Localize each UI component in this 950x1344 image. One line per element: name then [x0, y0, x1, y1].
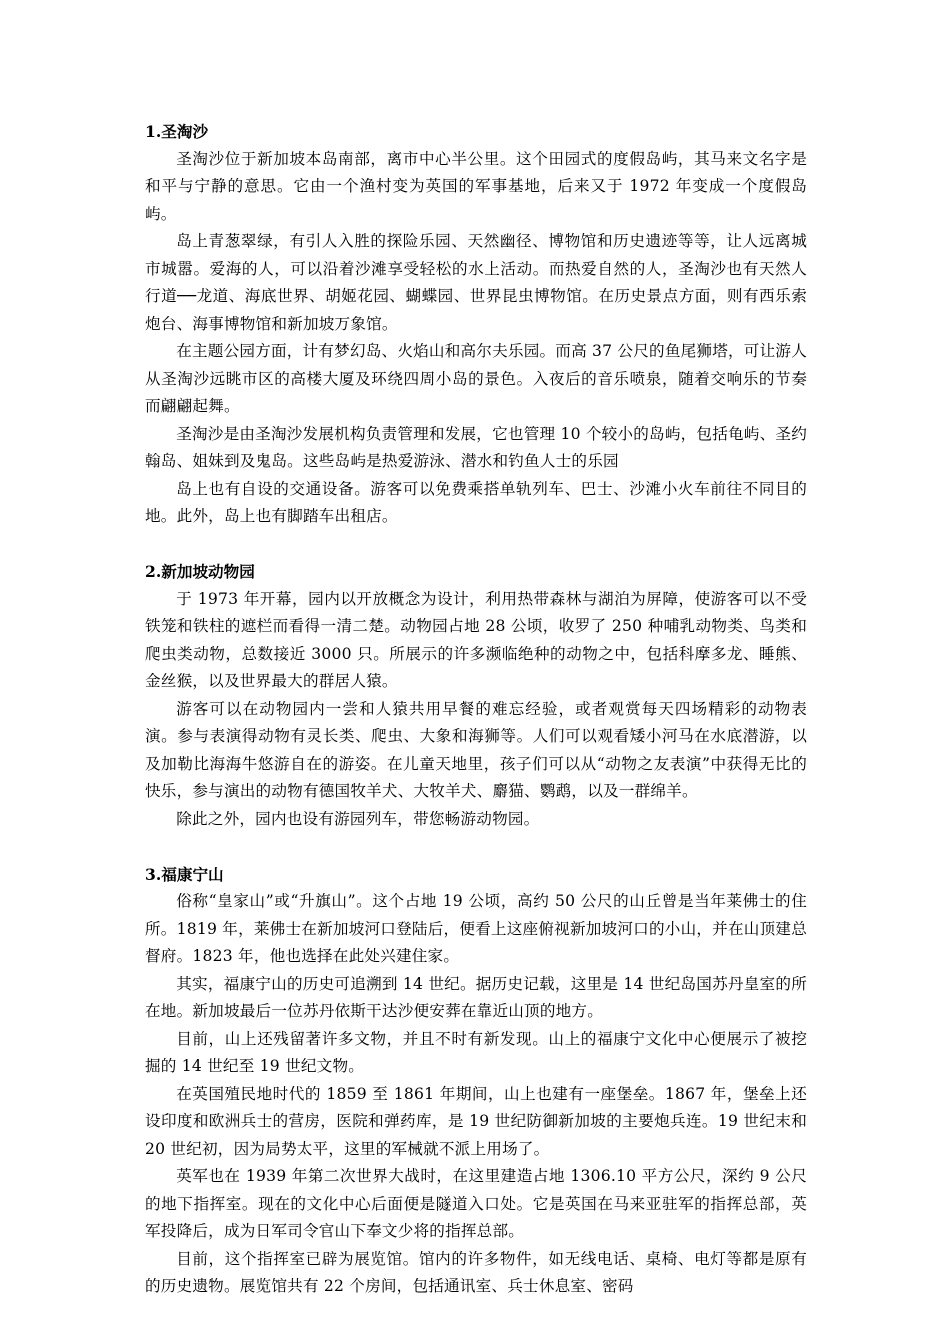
- section-fort-canning: [145, 861, 807, 1301]
- paragraph: 圣淘沙是由圣淘沙发展机构负责管理和发展，它也管理 10 个较小的岛屿，包括龟屿、圣约翰岛、姐妹到及鬼岛。这些岛屿是热爱游泳、潜水和钓鱼人士的乐园: [145, 424, 807, 470]
- section-heading: 3.福康宁山: [145, 864, 224, 884]
- paragraph: 除此之外，园内也设有游园列车，带您畅游动物园。: [176, 809, 540, 828]
- paragraph: 俗称“皇家山”或“升旗山”。这个占地 19 公顷，高约 50 公尺的山丘曾是当年莱佛士的住所。1819 年，莱佛士在新加坡河口登陆后，便看上这座俯视新加坡河口的小山，并在山顶建总督府。1823 年，他也选择在此处兴建住家。: [145, 892, 807, 965]
- paragraph: 在主题公园方面，计有梦幻岛、火焰山和高尔夫乐园。而高 37 公尺的鱼尾狮塔，可让游人从圣淘沙远眺市区的高楼大厦及环绕四周小岛的景色。入夜后的音乐喷泉，随着交响乐的节奏而翩翩起舞。: [145, 342, 807, 415]
- paragraph: 在英国殖民地时代的 1859 至 1861 年期间，山上也建有一座堡垒。1867 年，堡垒上还设印度和欧洲兵士的营房，医院和弹药库，是 19 世纪防御新加坡的主要炮兵连。19 世纪末和 20 世纪初，因为局势太平，这里的军械就不派上用场了。: [145, 1084, 807, 1158]
- paragraph: 游客可以在动物园内一尝和人猿共用早餐的难忘经验，或者观赏每天四场精彩的动物表演。参与表演得动物有灵长类、爬虫、大象和海狮等。人们可以观看矮小河马在水底潜游，以及加勒比海海牛悠游自在的游姿。在儿童天地里，孩子们可以从“动物之友表演”中获得无比的快乐，参与演出的动物有德国牧羊犬、大牧羊犬、麝猫、鹦鹉，以及一群绵羊。: [145, 699, 807, 800]
- paragraph: 目前，山上还残留著许多文物，并且不时有新发现。山上的福康宁文化中心便展示了被挖掘的 14 世纪至 19 世纪文物。: [145, 1029, 807, 1075]
- document-page: [145, 118, 807, 1301]
- section-heading: 2.新加坡动物园: [145, 562, 255, 581]
- section-heading: 1.圣淘沙: [145, 122, 209, 141]
- paragraph: 圣淘沙位于新加坡本岛南部，离市中心半公里。这个田园式的度假岛屿，其马来文名字是和平与宁静的意思。它由一个渔村变为英国的军事基地，后来又于 1972 年变成一个度假岛屿。: [145, 149, 807, 223]
- paragraph: 岛上也有自设的交通设备。游客可以免费乘搭单轨列车、巴士、沙滩小火车前往不同目的地。此外，岛上也有脚踏车出租店。: [145, 479, 807, 525]
- paragraph: 英军也在 1939 年第二次世界大战时，在这里建造占地 1306.10 平方公尺，深约 9 公尺的地下指挥室。现在的文化中心后面便是隧道入口处。它是英国在马来亚驻军的指挥总部，英军投降后，成为日军司令官山下奉文少将的指挥总部。: [145, 1167, 807, 1240]
- paragraph: 岛上青葱翠绿，有引人入胜的探险乐园、天然幽径、博物馆和历史遗迹等等，让人远离城市城嚣。爱海的人，可以沿着沙滩享受轻松的水上活动。而热爱自然的人，圣淘沙也有天然人行道──龙道、海底世界、胡姬花园、蝴蝶园、世界昆虫博物馆。在历史景点方面，则有西乐索炮台、海事博物馆和新加坡万象馆。: [145, 232, 807, 333]
- paragraph: 于 1973 年开幕，园内以开放概念为设计，利用热带森林与湖泊为屏障，使游客可以不受铁笼和铁柱的遮栏而看得一清二楚。动物园占地 28 公顷，收罗了 250 种哺乳动物类、鸟类和爬虫类动物，总数接近 3000 只。所展示的许多濒临绝种的动物之中，包括科摩多龙、睡熊、金丝猴，以及世界最大的群居人猿。: [145, 589, 807, 690]
- paragraph: 目前，这个指挥室已辟为展览馆。馆内的许多物件，如无线电话、桌椅、电灯等都是原有的历史遗物。展览馆共有 22 个房间，包括通讯室、兵士休息室、密码: [145, 1249, 807, 1295]
- section-sentosa: [145, 118, 807, 531]
- paragraph: 其实，福康宁山的历史可追溯到 14 世纪。据历史记载，这里是 14 世纪岛国苏丹皇室的所在地。新加坡最后一位苏丹依斯干达沙便安葬在靠近山顶的地方。: [145, 974, 807, 1020]
- section-singapore-zoo: [145, 558, 807, 833]
